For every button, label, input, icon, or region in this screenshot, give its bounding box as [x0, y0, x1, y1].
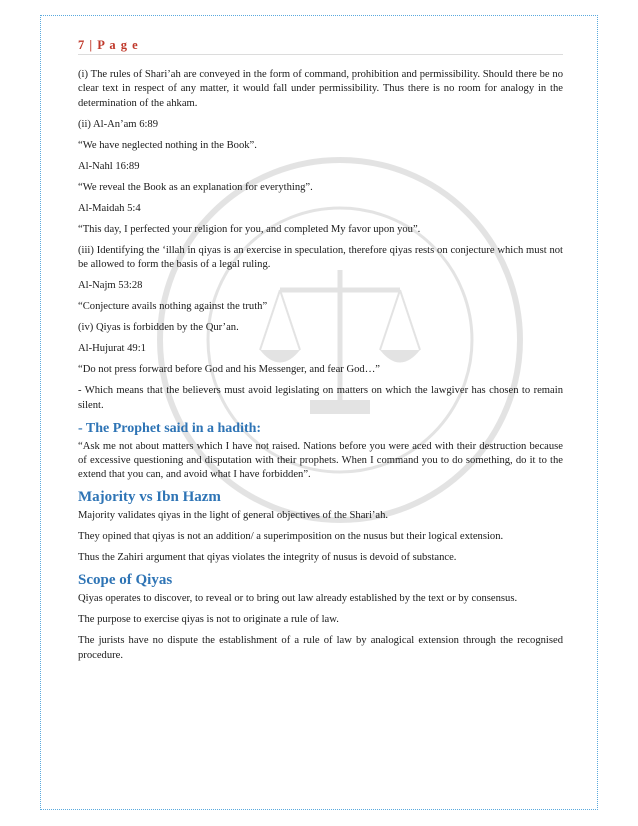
header-divider [78, 54, 563, 55]
paragraph: Al-Maidah 5:4 [78, 202, 141, 214]
paragraph: “This day, I perfected your religion for you, and completed My favor upon you”. [78, 223, 421, 235]
paragraph: (i) The rules of Shari’ah are conveyed in the form of command, prohibition and permissibility. Should there be no clear text in respect of any matter, it would fall under permissibility. Thus there is no room for analogy in the determination of the ahkam. [78, 69, 563, 109]
document-body [78, 68, 563, 670]
paragraph: - Which means that the believers must avoid legislating on matters on which the lawgiver has chosen to remain silent. [78, 385, 563, 411]
paragraph: Al-Najm 53:28 [78, 280, 143, 292]
section-heading-majority: Majority vs Ibn Hazm [78, 489, 221, 506]
paragraph: The purpose to exercise qiyas is not to originate a rule of law. [78, 614, 339, 626]
paragraph: “We reveal the Book as an explanation for everything”. [78, 181, 313, 193]
paragraph: “Do not press forward before God and his Messenger, and fear God…” [78, 364, 380, 376]
paragraph: Thus the Zahiri argument that qiyas violates the integrity of nusus is devoid of substance. [78, 552, 457, 564]
paragraph: “Ask me not about matters which I have not raised. Nations before you were aced with their destruction because of excessive questioning and disputation with their prophets. When I command you to do something, do it to the extend that you can, and avoid what I have forbidden”. [78, 440, 563, 481]
paragraph: The jurists have no dispute the establishment of a rule of law by analogical extension through the recognised procedure. [78, 635, 563, 661]
paragraph: Qiyas operates to discover, to reveal or to bring out law already established by the text or by consensus. [78, 593, 518, 605]
paragraph: (iv) Qiyas is forbidden by the Qur’an. [78, 322, 239, 334]
paragraph: Al-Nahl 16:89 [78, 160, 140, 172]
paragraph: (iii) Identifying the ‘illah in qiyas is an exercise in speculation, therefore qiyas rests on conjecture which must not be allowed to form the basis of a legal ruling. [78, 244, 563, 271]
paragraph: Al-Hujurat 49:1 [78, 343, 146, 355]
paragraph: “Conjecture avails nothing against the truth” [78, 301, 268, 313]
section-heading-hadith: - The Prophet said in a hadith: [78, 420, 262, 436]
paragraph: (ii) Al-An’am 6:89 [78, 118, 159, 130]
paragraph: Majority validates qiyas in the light of general objectives of the Shari’ah. [78, 510, 389, 522]
page-number-header: 7 | P a g e [78, 38, 139, 52]
paragraph: They opined that qiyas is not an addition/ a superimposition on the nusus but their logical extension. [78, 531, 504, 543]
paragraph: “We have neglected nothing in the Book”. [78, 139, 257, 151]
section-heading-scope: Scope of Qiyas [78, 572, 173, 589]
